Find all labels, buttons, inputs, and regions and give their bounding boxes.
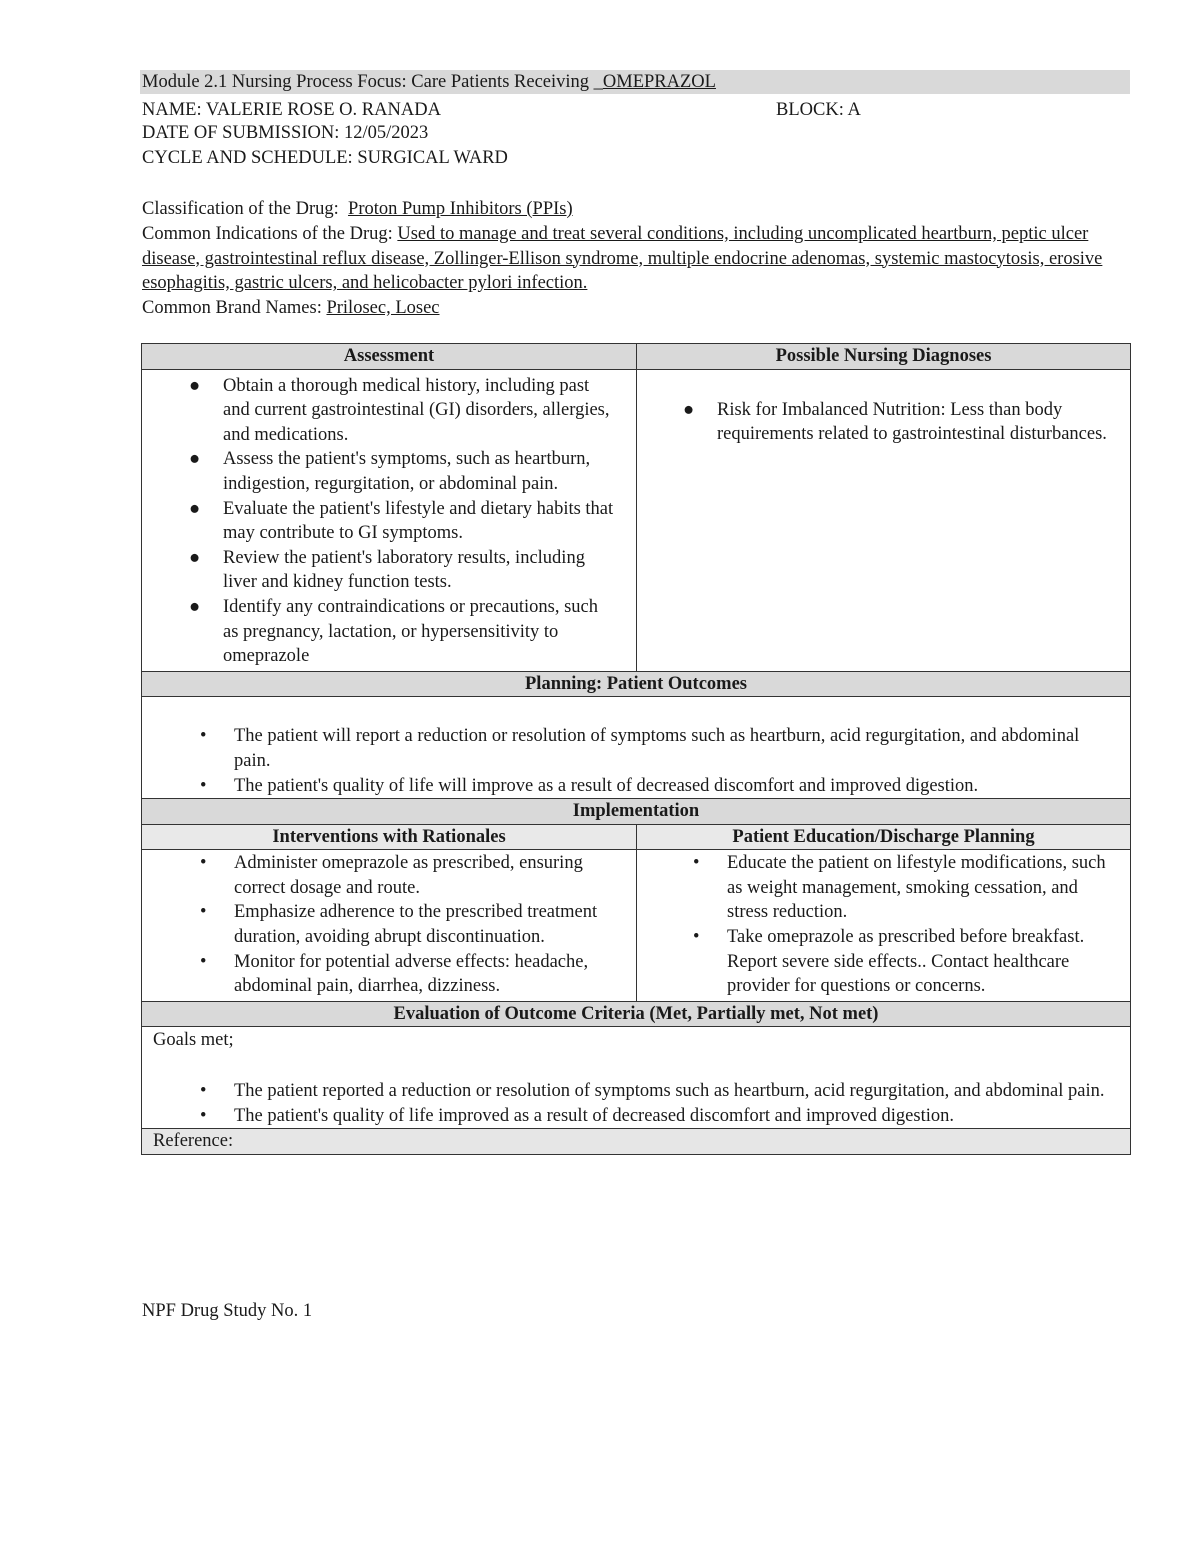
module-title [142,70,716,94]
cycle-schedule: CYCLE AND SCHEDULE: SURGICAL WARD [142,148,508,168]
evaluation-intro: Goals met; [153,1030,234,1051]
classification-value: Proton Pump Inhibitors (PPIs) [348,199,573,219]
diagnoses-header: Possible Nursing Diagnoses [637,344,1131,370]
list-item: • Emphasize adherence to the prescribed treatment duration, avoiding abrupt discontinuation. [200,902,598,948]
list-item: • The patient reported a reduction or resolution of symptoms such as heartburn, acid regurgitation, and abdominal pain. [234,1079,1110,1104]
bullet-icon: • [200,853,207,874]
drug-classification [142,197,573,221]
implementation-header: Implementation [142,799,1131,825]
bullet-icon: • [200,1081,207,1102]
assessment-header: Assessment [142,344,637,370]
bullet-icon: ● [189,547,201,568]
diagnoses-list [683,398,1110,447]
list-item: • Monitor for potential adverse effects: headache, abdominal pain, diarrhea, dizziness. [200,951,589,997]
page-footer: NPF Drug Study No. 1 [142,1301,313,1321]
interventions-header: Interventions with Rationales [142,824,637,850]
drug-name: OMEPRAZOL [602,72,716,92]
classification-label: Classification of the Drug: [142,199,339,219]
brand-names [142,296,440,320]
list-item: • Take omeprazole as prescribed before breakfast. Report severe side effects.. Contact healthcare provider for questions or concerns. [693,927,1085,997]
list-item: • Educate the patient on lifestyle modifications, such as weight management, smoking cessation, and stress reduction. [693,853,1106,923]
list-item: • The patient will report a reduction or resolution of symptoms such as heartburn, acid regurgitation, and abdominal pain. [200,726,1080,771]
list-item: ● Evaluate the patient's lifestyle and dietary habits that may contribute to GI symptoms. [189,498,614,544]
bullet-icon: ● [189,498,201,519]
list-item: • The patient's quality of life will improve as a result of decreased discomfort and improved digestion. [234,774,1110,799]
student-name: NAME: VALERIE ROSE O. RANADA [142,100,441,120]
submission-date: DATE OF SUBMISSION: 12/05/2023 [142,123,429,143]
module-title-prefix: Module 2.1 Nursing Process Focus: Care Patients Receiving _ [142,72,603,92]
nursing-process-table [141,343,1131,1155]
education-header: Patient Education/Discharge Planning [637,824,1131,850]
indications-label: Common Indications of the Drug: [142,224,393,244]
list-item: • The patient's quality of life improved as a result of decreased discomfort and improved digestion. [234,1104,1110,1129]
evaluation-header: Evaluation of Outcome Criteria (Met, Partially met, Not met) [142,1001,1131,1027]
assessment-list [189,374,616,669]
block-label: BLOCK: A [776,100,861,120]
list-item: • Administer omeprazole as prescribed, ensuring correct dosage and route. [200,853,583,898]
education-list [693,851,1114,999]
planning-header: Planning: Patient Outcomes [142,671,1131,697]
interventions-list [200,851,616,999]
brand-label: Common Brand Names: [142,298,322,318]
list-item: ● Identify any contraindications or precautions, such as pregnancy, lactation, or hypersensitivity to omeprazole [189,596,599,667]
bullet-icon: • [200,775,207,796]
reference-cell: Reference: [142,1129,1131,1155]
list-item: ● Obtain a thorough medical history, including past and current gastrointestinal (GI) disorders, allergies, and medications. [189,375,610,445]
bullet-icon: • [200,726,207,747]
planning-cell [142,697,1131,799]
bullet-icon: ● [189,449,201,470]
bullet-icon: ● [189,375,201,396]
bullet-icon: ● [189,596,201,617]
bullet-icon: • [693,927,700,948]
list-item: ● Assess the patient's symptoms, such as heartburn, indigestion, regurgitation, or abdominal pain. [189,449,591,494]
evaluation-cell [142,1027,1131,1129]
bullet-icon: • [200,902,207,923]
drug-indications [142,222,1117,296]
bullet-icon: • [693,853,700,874]
indications-value: Used to manage and treat several conditions, including uncomplicated heartburn, peptic ulcer disease, gastrointestinal reflux disease, Zollinger-Ellison syndrome, multiple endocrine adenomas, systemic mastocytosis, erosive esophagitis, gastric ulcers, and helicobacter pylori infection. [142,224,1103,294]
assessment-cell [142,369,637,671]
list-item: ● Review the patient's laboratory results, including liver and kidney function tests. [189,547,585,593]
education-cell [637,850,1131,1002]
diagnoses-cell [637,369,1131,671]
bullet-icon: ● [683,399,695,420]
list-item: ● Risk for Imbalanced Nutrition: Less than body requirements related to gastrointestinal disturbances. [683,399,1107,445]
interventions-cell [142,850,637,1002]
brand-value: Prilosec, Losec [326,298,440,318]
bullet-icon: • [200,951,207,972]
evaluation-list [153,1079,1110,1128]
bullet-icon: • [200,1105,207,1126]
planning-list [200,724,1110,798]
